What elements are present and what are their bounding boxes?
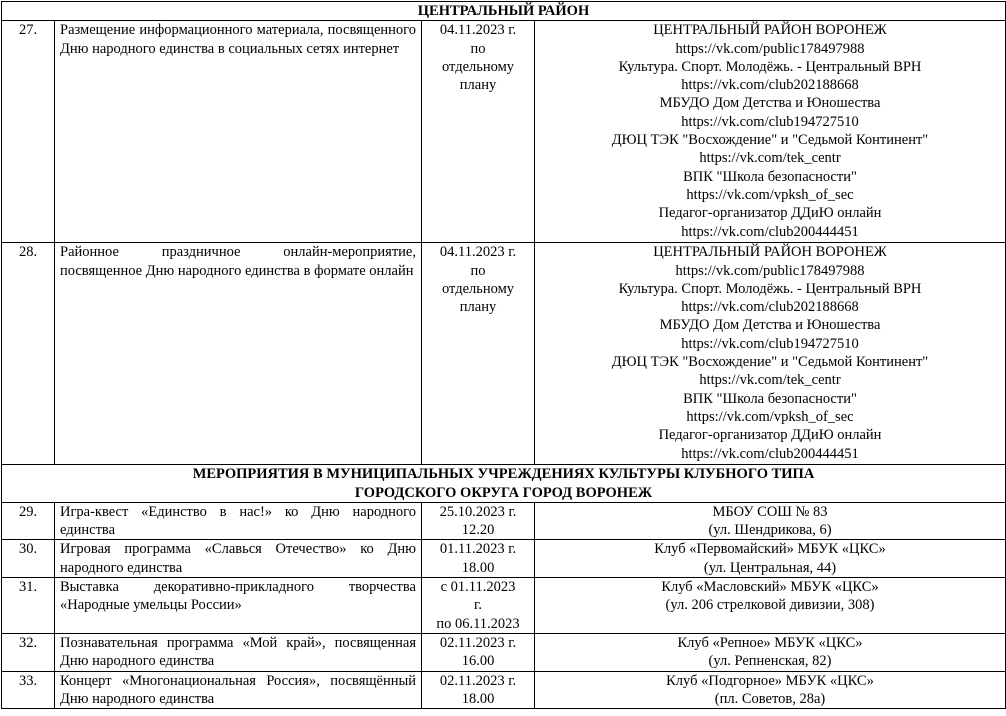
- event-description: Районное праздничное онлайн-мероприятие, посвященное Дню народного единства в формате онлайн: [55, 243, 422, 465]
- row-number: 30.: [2, 540, 55, 578]
- event-date: с 01.11.2023 г. по 06.11.2023: [422, 578, 535, 634]
- event-date: 02.11.2023 г. 16.00: [422, 633, 535, 671]
- table-row: [2, 578, 1006, 634]
- event-date: 25.10.2023 г. 12.20: [422, 502, 535, 540]
- event-description: Размещение информационного материала, посвященного Дню народного единства в социальных сетях интернет: [55, 21, 422, 243]
- event-date: 04.11.2023 г. по отдельному плану: [422, 21, 535, 243]
- table-row: [2, 633, 1006, 671]
- row-number: 29.: [2, 502, 55, 540]
- section-culture-title: МЕРОПРИЯТИЯ В МУНИЦИПАЛЬНЫХ УЧРЕЖДЕНИЯХ КУЛЬТУРЫ КЛУБНОГО ТИПА ГОРОДСКОГО ОКРУГА ГОРОД ВОРОНЕЖ: [2, 465, 1006, 503]
- event-location: Клуб «Репное» МБУК «ЦКС» (ул. Репненская, 82): [535, 633, 1006, 671]
- section-header-row: [2, 2, 1006, 21]
- event-location: Клуб «Масловский» МБУК «ЦКС» (ул. 206 стрелковой дивизии, 308): [535, 578, 1006, 634]
- table-row: [2, 671, 1006, 709]
- row-number: 33.: [2, 671, 55, 709]
- row-number: 32.: [2, 633, 55, 671]
- event-location: ЦЕНТРАЛЬНЫЙ РАЙОН ВОРОНЕЖ https://vk.com/public178497988 Культура. Спорт. Молодёжь. - Центральный ВРН https://vk.com/club202188668 МБУДО Дом Детства и Юношества https://vk.com/club194727510 ДЮЦ ТЭК "Восхождение" и "Седьмой Континент" https://vk.com/tek_centr ВПК "Школа безопасности" https://vk.com/vpksh_of_sec Педагог-организатор ДДиЮ онлайн https://vk.com/club200444451: [535, 243, 1006, 465]
- event-date: 02.11.2023 г. 18.00: [422, 671, 535, 709]
- event-description: Концерт «Многонациональная Россия», посвящённый Дню народного единства: [55, 671, 422, 709]
- row-number: 28.: [2, 243, 55, 465]
- row-number: 31.: [2, 578, 55, 634]
- table-row: [2, 502, 1006, 540]
- event-description: Игра-квест «Единство в нас!» ко Дню народного единства: [55, 502, 422, 540]
- event-description: Выставка декоративно-прикладного творчества «Народные умельцы России»: [55, 578, 422, 634]
- event-description: Познавательная программа «Мой край», посвященная Дню народного единства: [55, 633, 422, 671]
- table-row: [2, 243, 1006, 465]
- event-date: 04.11.2023 г. по отдельному плану: [422, 243, 535, 465]
- section-central-title: ЦЕНТРАЛЬНЫЙ РАЙОН: [2, 2, 1006, 21]
- event-location: Клуб «Подгорное» МБУК «ЦКС» (пл. Советов, 28а): [535, 671, 1006, 709]
- event-location: МБОУ СОШ № 83 (ул. Шендрикова, 6): [535, 502, 1006, 540]
- section-header-row: [2, 465, 1006, 503]
- events-table: [1, 1, 1006, 709]
- event-description: Игровая программа «Славься Отечество» ко Дню народного единства: [55, 540, 422, 578]
- event-location: ЦЕНТРАЛЬНЫЙ РАЙОН ВОРОНЕЖ https://vk.com/public178497988 Культура. Спорт. Молодёжь. - Центральный ВРН https://vk.com/club202188668 МБУДО Дом Детства и Юношества https://vk.com/club194727510 ДЮЦ ТЭК "Восхождение" и "Седьмой Континент" https://vk.com/tek_centr ВПК "Школа безопасности" https://vk.com/vpksh_of_sec Педагог-организатор ДДиЮ онлайн https://vk.com/club200444451: [535, 21, 1006, 243]
- row-number: 27.: [2, 21, 55, 243]
- event-location: Клуб «Первомайский» МБУК «ЦКС» (ул. Центральная, 44): [535, 540, 1006, 578]
- event-date: 01.11.2023 г. 18.00: [422, 540, 535, 578]
- table-row: [2, 21, 1006, 243]
- table-row: [2, 540, 1006, 578]
